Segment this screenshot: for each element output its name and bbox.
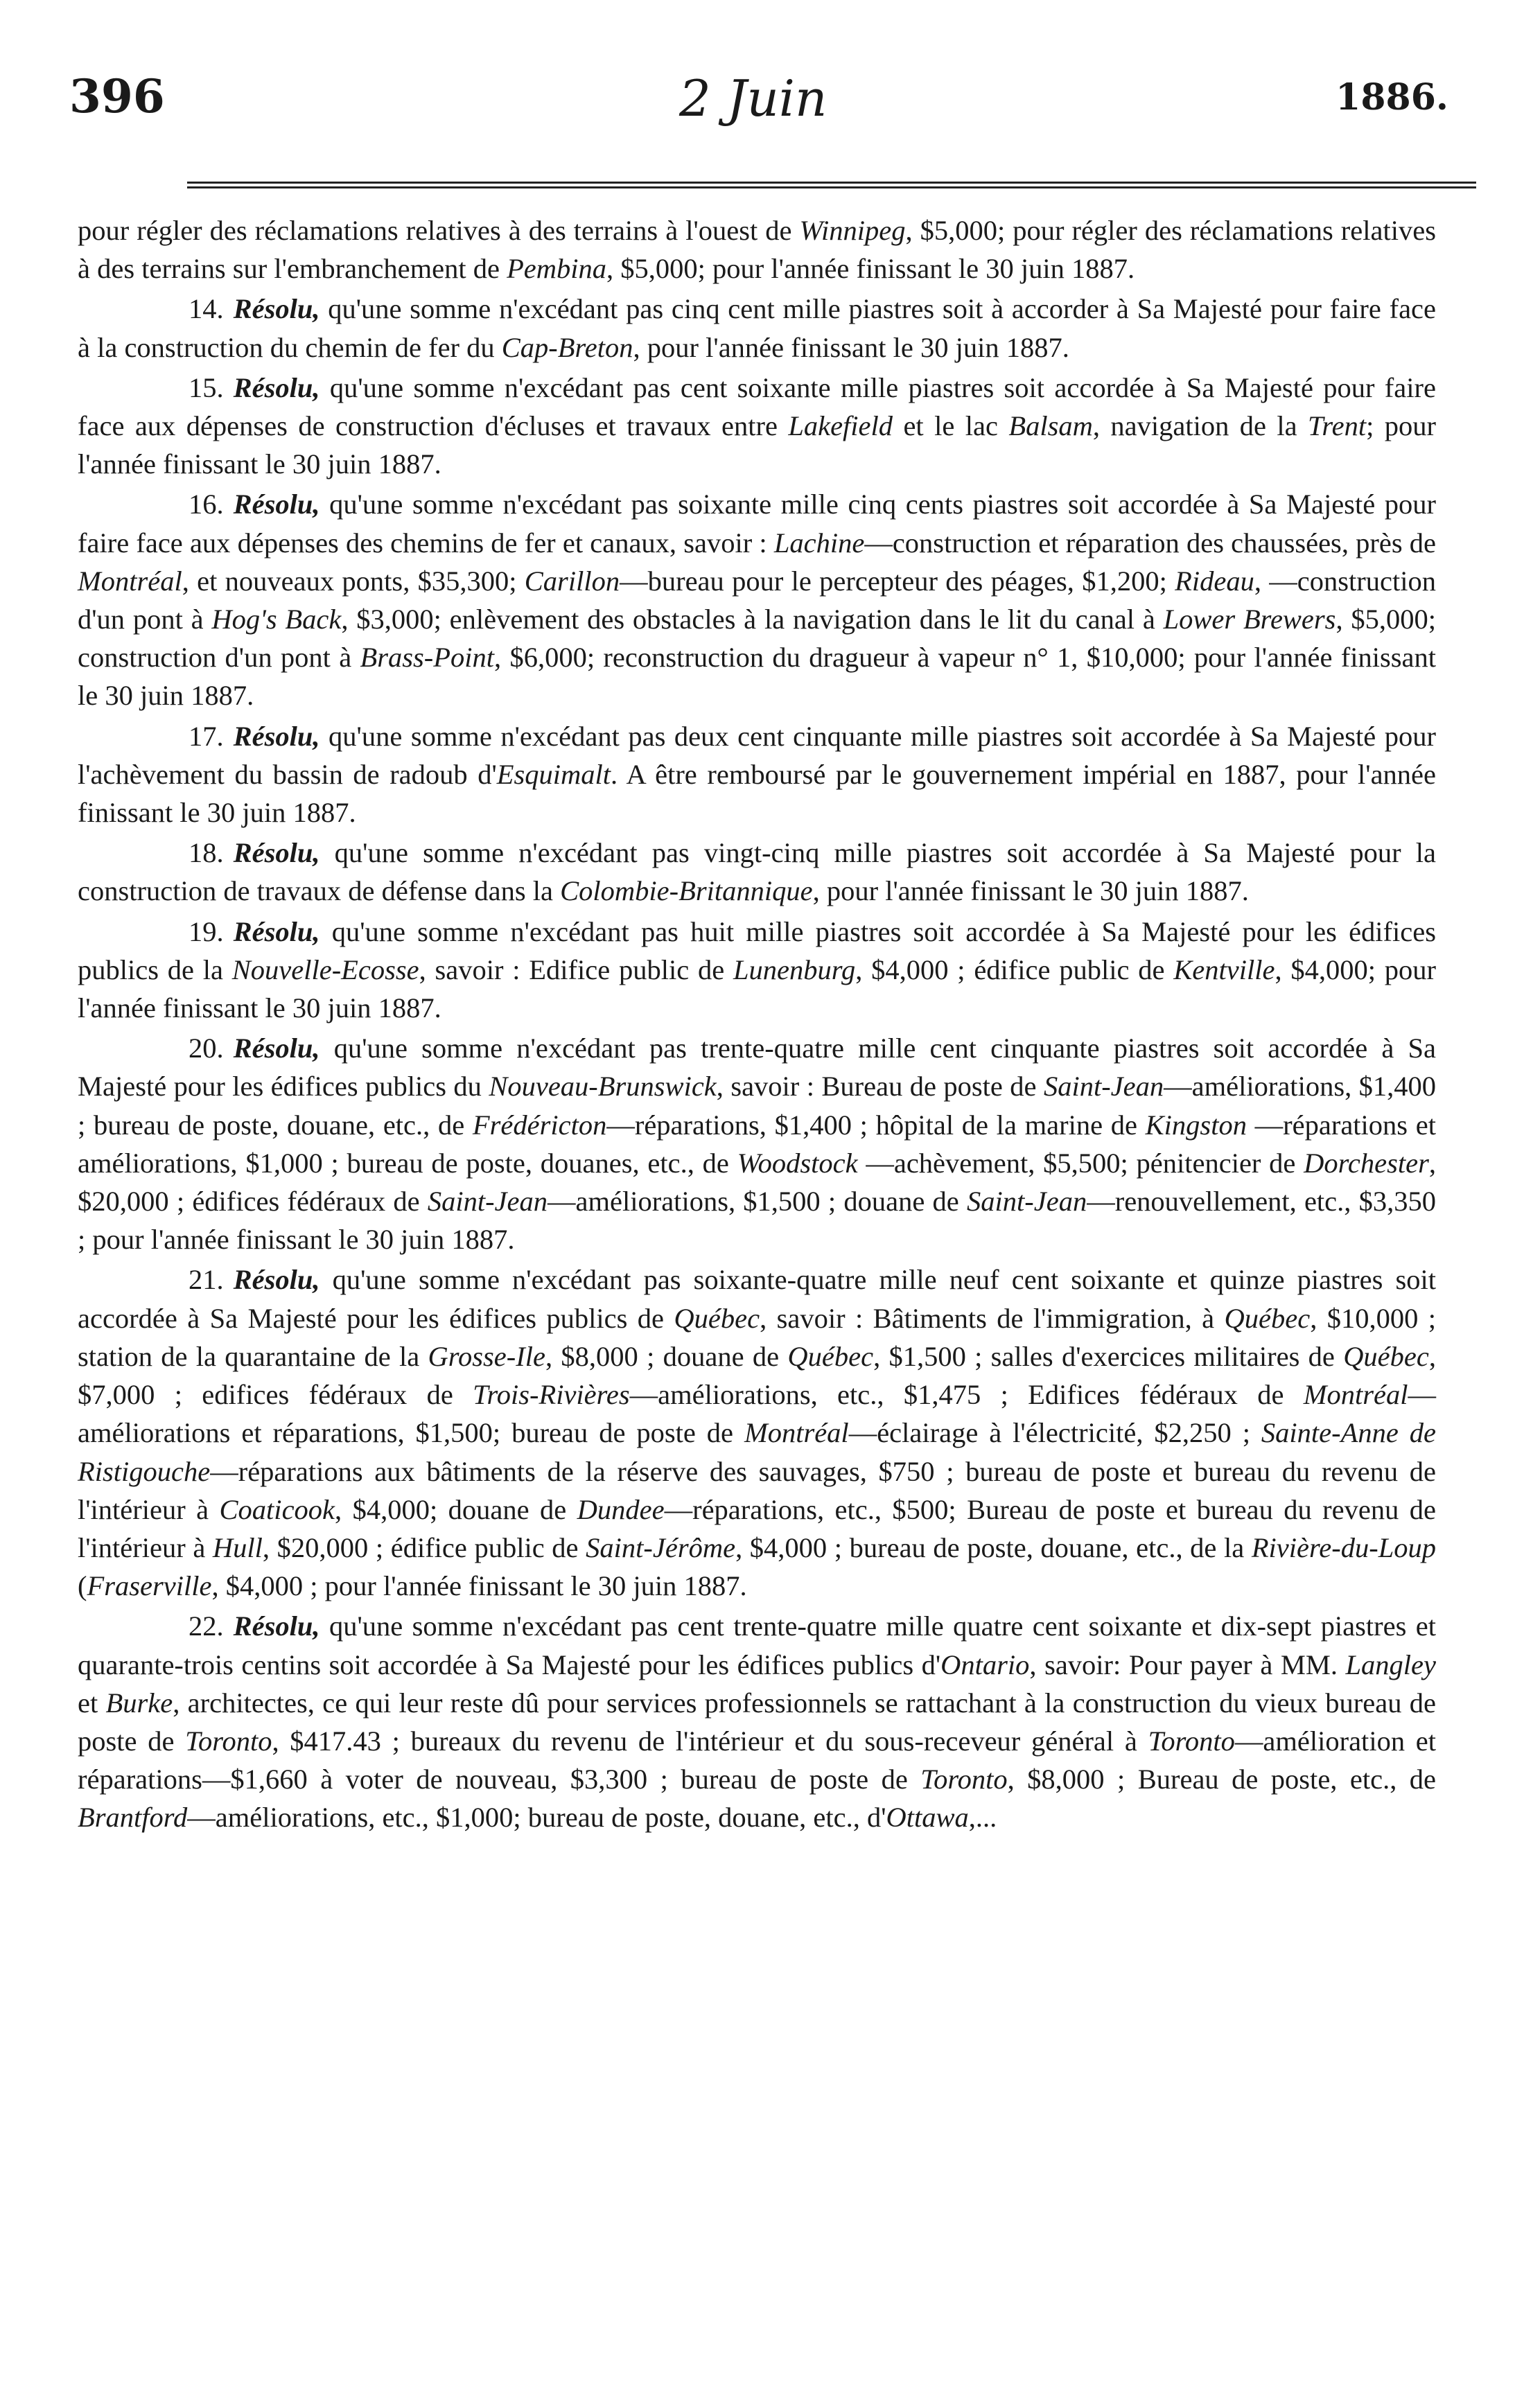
place-name: Saint-Jean (967, 1186, 1087, 1218)
place-name: Montréal (744, 1417, 849, 1449)
place-name: Woodstock (737, 1147, 858, 1179)
place-name: Balsam (1008, 410, 1093, 442)
text-run: pour régler des réclamations relatives à des terrains à l'ouest de (78, 215, 800, 246)
place-name: Toronto (1148, 1725, 1235, 1757)
place-name: Saint-Jérôme (586, 1531, 736, 1563)
paragraph-14 (78, 290, 1436, 366)
paragraph-number: 19. (189, 915, 224, 947)
paragraph-continuation (78, 211, 1436, 288)
page-date: 2 Juin (679, 69, 827, 128)
resolution-marker: Résolu, (233, 1032, 320, 1064)
place-name: Ottawa (886, 1802, 969, 1834)
place-name: Saint-Jean (427, 1186, 548, 1218)
place-name: Burke (105, 1687, 173, 1719)
place-name: Brass-Point (360, 642, 495, 674)
text-run: , savoir : Edifice public de (419, 953, 733, 985)
place-name: Saint-Jean (1043, 1071, 1164, 1102)
place-name: Frédéricton (472, 1109, 607, 1141)
page-number: 396 (69, 69, 165, 123)
paragraph-number: 15. (189, 371, 224, 403)
text-run: —réparations, $1,400 ; hôpital de la marine de (606, 1109, 1146, 1141)
text-run: —améliorations et réparations, $1,500; bureau de poste de (78, 1379, 1436, 1449)
resolution-marker: Résolu, (233, 293, 320, 325)
resolution-marker: Résolu, (233, 720, 320, 752)
paragraph-number: 16. (189, 489, 224, 520)
place-name: Hull (212, 1531, 263, 1563)
paragraph-17 (78, 717, 1436, 832)
text-run: —éclairage à l'électricité, $2,250 ; (848, 1417, 1261, 1449)
text-run: —réparations aux bâtiments de la réserve des sauvages, $750 ; bureau de poste et bureau du revenu de l'intérieur à (78, 1455, 1436, 1525)
text-run: , savoir : Bureau de poste de (716, 1071, 1044, 1102)
text-run: , pour l'année finissant le 30 juin 1887. (812, 875, 1249, 907)
text-run: —améliorations, $1,400 ; bureau de poste, douane, etc., de (78, 1071, 1436, 1141)
text-run: , savoir: Pour payer à MM. (1029, 1649, 1346, 1680)
text-run: , $4,000; douane de (335, 1493, 577, 1525)
text-run: , navigation de la (1092, 410, 1308, 442)
paragraph-16 (78, 485, 1436, 714)
place-name: Nouveau-Brunswick (489, 1071, 717, 1102)
paragraph-19 (78, 913, 1436, 1028)
place-name: Cap-Breton (501, 331, 633, 363)
place-name: Dorchester (1304, 1147, 1429, 1179)
text-run: ; pour l'année finissant le 30 juin 1887. (78, 410, 1436, 480)
place-name: Carillon (524, 565, 620, 597)
text-run: , $5,000; pour l'année finissant le 30 juin 1887. (606, 253, 1135, 285)
text-run: , architectes, ce qui leur reste dû pour services professionnels se rattachant à la construction du vieux bureau de poste de (78, 1687, 1436, 1757)
text-run: , $8,000 ; douane de (545, 1340, 788, 1372)
text-run: qu'une somme n'excédant pas cent trente-quatre mille quatre cent soixante et dix-sept piastres et quarante-trois centins soit accordée à Sa Majesté pour les édifices publics d' (78, 1610, 1436, 1680)
place-name: Grosse-Ile (428, 1340, 545, 1372)
place-name: Winnipeg (799, 215, 906, 246)
page-year: 1886. (1336, 76, 1448, 118)
place-name: Kingston (1145, 1109, 1247, 1141)
text-run: qu'une somme n'excédant pas vingt-cinq mille piastres soit accordée à Sa Majesté pour la construction de travaux de défense dans la (78, 837, 1436, 907)
paragraph-number: 17. (189, 720, 224, 752)
text-run: —amélioration et réparations—$1,660 à voter de nouveau, $3,300 ; bureau de poste de (78, 1725, 1437, 1795)
paragraph-21 (78, 1260, 1436, 1605)
document-body (78, 211, 1436, 1839)
header-rule (187, 182, 1476, 188)
paragraph-number: 22. (189, 1610, 224, 1642)
place-name: Kentville (1173, 953, 1275, 985)
text-run: ,... (968, 1802, 997, 1834)
paragraph-18 (78, 834, 1436, 910)
text-run: ( (78, 1570, 87, 1602)
paragraph-20 (78, 1029, 1436, 1258)
text-run: , $4,000 ; pour l'année finissant le 30 juin 1887. (211, 1570, 747, 1602)
place-name: Pembina (507, 253, 607, 285)
text-run: —achèvement, $5,500; pénitencier de (857, 1147, 1304, 1179)
place-name: Hog's Back (211, 604, 342, 635)
text-run: —réparations, etc., $500; Bureau de poste et bureau du revenu de l'intérieur à (78, 1493, 1436, 1563)
resolution-marker: Résolu, (233, 837, 320, 869)
text-run: —construction et réparation des chaussées, près de (864, 527, 1437, 559)
place-name: Colombie-Britannique (560, 875, 813, 907)
text-run: , et nouveaux ponts, $35,300; (182, 565, 525, 597)
place-name: Brantford (78, 1802, 188, 1834)
resolution-marker: Résolu, (233, 371, 320, 403)
text-run: , —construction d'un pont à (78, 565, 1436, 635)
text-run: , $5,000; pour régler des réclamations relatives à des terrains sur l'embranchement de (78, 215, 1436, 285)
place-name: Québec (1343, 1340, 1429, 1372)
resolution-marker: Résolu, (233, 1264, 320, 1296)
place-name: Toronto (920, 1764, 1008, 1795)
place-name: Dundee (577, 1493, 665, 1525)
text-run: —améliorations, etc., $1,475 ; Edifices fédéraux de (629, 1379, 1304, 1411)
place-name: Montréal (78, 565, 182, 597)
place-name: Lower Brewers (1163, 604, 1336, 635)
text-run: et le lac (893, 410, 1009, 442)
place-name: Esquimalt (496, 758, 611, 790)
text-run: —améliorations, $1,500 ; douane de (548, 1186, 967, 1218)
text-run: , $8,000 ; Bureau de poste, etc., de (1007, 1764, 1436, 1795)
text-run: et (78, 1687, 106, 1719)
place-name: Langley (1345, 1649, 1436, 1680)
place-name: Ontario (940, 1649, 1030, 1680)
place-name: Lachine (773, 527, 865, 559)
text-run: —renouvellement, etc., $3,350 ; pour l'année finissant le 30 juin 1887. (78, 1186, 1437, 1256)
text-run: qu'une somme n'excédant pas trente-quatre mille cent cinquante piastres soit accordée à Sa Majesté pour les édifices publics du (78, 1032, 1436, 1102)
text-run: , savoir : Bâtiments de l'immigration, à (760, 1302, 1225, 1334)
resolution-marker: Résolu, (233, 915, 320, 947)
paragraph-number: 18. (189, 837, 224, 869)
place-name: Fraserville (87, 1570, 212, 1602)
place-name: Trois-Rivières (473, 1379, 630, 1411)
text-run: , $4,000; pour l'année finissant le 30 juin 1887. (78, 953, 1436, 1024)
page-header (69, 69, 1448, 152)
text-run: qu'une somme n'excédant pas soixante-quatre mille neuf cent soixante et quinze piastres soit accordée à Sa Majesté pour les édifices publics de (78, 1264, 1436, 1334)
paragraph-number: 20. (189, 1032, 224, 1064)
text-run: , $20,000 ; édifice public de (262, 1531, 586, 1563)
text-run: , $417.43 ; bureaux du revenu de l'intérieur et du sous-receveur général à (272, 1725, 1148, 1757)
text-run: , $6,000; reconstruction du dragueur à vapeur n° 1, $10,000; pour l'année finissant le 30 juin 1887. (78, 642, 1437, 712)
paragraph-number: 21. (189, 1264, 224, 1296)
resolution-marker: Résolu, (233, 489, 320, 520)
paragraph-15 (78, 369, 1436, 484)
text-run: qu'une somme n'excédant pas cent soixante mille piastres soit accordée à Sa Majesté pour faire face aux dépenses de construction d'écluses et travaux entre (78, 371, 1436, 442)
place-name: Québec (787, 1340, 874, 1372)
place-name: Nouvelle-Ecosse (231, 953, 419, 985)
text-run: —bureau pour le percepteur des péages, $1,200; (620, 565, 1175, 597)
place-name: Toronto (185, 1725, 272, 1757)
place-name: Montréal (1303, 1379, 1408, 1411)
text-run: —réparations et améliorations, $1,000 ; bureau de poste, douanes, etc., de (78, 1109, 1436, 1179)
text-run: , $10,000 ; station de la quarantaine de la (78, 1302, 1436, 1372)
text-run: , $3,000; enlèvement des obstacles à la navigation dans le lit du canal à (341, 604, 1164, 635)
text-run: qu'une somme n'excédant pas cinq cent mille piastres soit à accorder à Sa Majesté pour faire face à la construction du chemin de fer du (78, 293, 1436, 363)
place-name: Sainte-Anne de Ristigouche (78, 1417, 1436, 1487)
resolution-marker: Résolu, (233, 1610, 320, 1642)
text-run: , $7,000 ; edifices fédéraux de (78, 1340, 1436, 1411)
place-name: Trent (1308, 410, 1367, 442)
text-run: qu'une somme n'excédant pas soixante mille cinq cents piastres soit accordée à Sa Majesté pour faire face aux dépenses des chemins de fer et canaux, savoir : (78, 489, 1436, 559)
text-run: , $20,000 ; édifices fédéraux de (78, 1147, 1437, 1218)
text-run: qu'une somme n'excédant pas deux cent cinquante mille piastres soit accordée à Sa Majesté pour l'achèvement du bassin de radoub d' (78, 720, 1436, 790)
place-name: Québec (674, 1302, 760, 1334)
text-run: . A être remboursé par le gouvernement impérial en 1887, pour l'année finissant le 30 juin 1887. (78, 758, 1436, 829)
place-name: Québec (1224, 1302, 1311, 1334)
text-run: , $4,000 ; édifice public de (855, 953, 1174, 985)
paragraph-number: 14. (189, 293, 224, 325)
place-name: Lakefield (788, 410, 893, 442)
text-run: , $4,000 ; bureau de poste, douane, etc., de la (735, 1531, 1252, 1563)
paragraph-22 (78, 1607, 1436, 1836)
text-run: , $1,500 ; salles d'exercices militaires de (873, 1340, 1344, 1372)
place-name: Lunenburg (733, 953, 856, 985)
place-name: Rivière-du-Loup (1251, 1531, 1436, 1563)
text-run: —améliorations, etc., $1,000; bureau de poste, douane, etc., d' (187, 1802, 886, 1834)
text-run: , $5,000; construction d'un pont à (78, 604, 1436, 674)
place-name: Rideau (1175, 565, 1254, 597)
place-name: Coaticook (219, 1493, 335, 1525)
text-run: , pour l'année finissant le 30 juin 1887. (633, 331, 1069, 363)
text-run: qu'une somme n'excédant pas huit mille piastres soit accordée à Sa Majesté pour les édifices publics de la (78, 915, 1436, 985)
